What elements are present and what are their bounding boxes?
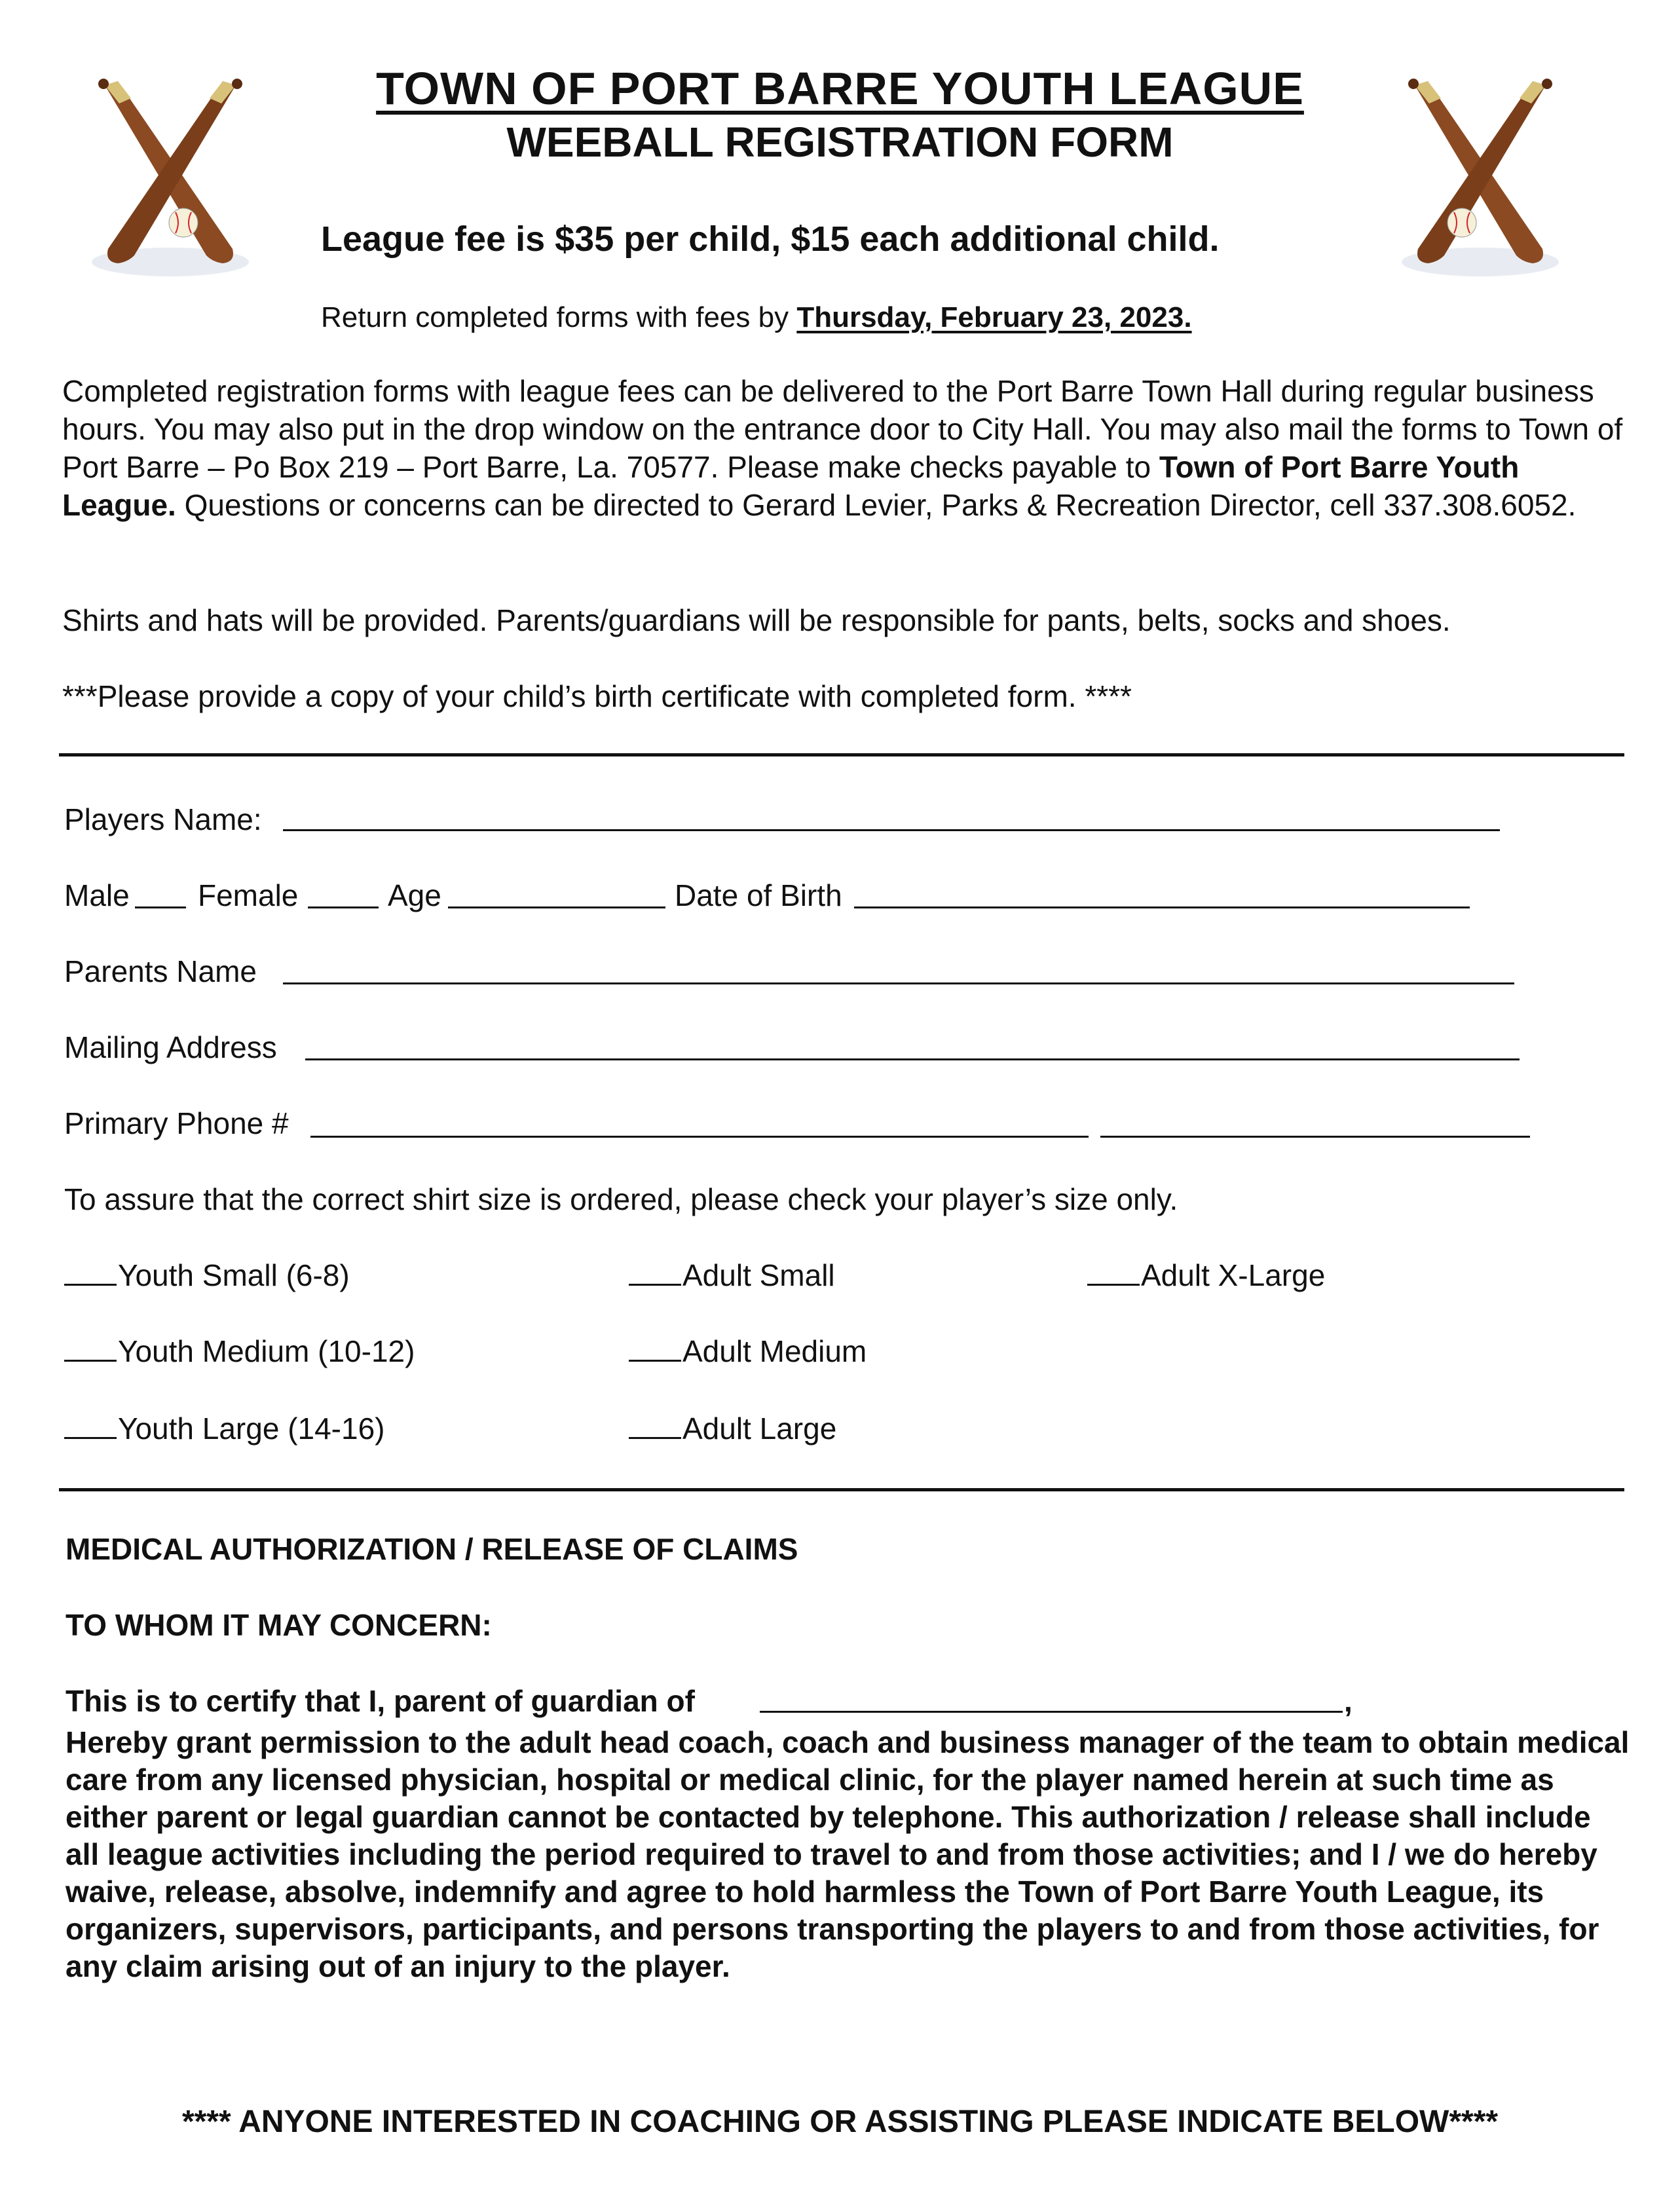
secondary-phone-field[interactable]	[1100, 1136, 1530, 1138]
parents-name-label: Parents Name	[64, 954, 257, 988]
size-youth-large[interactable]: Youth Large (14-16)	[64, 1411, 385, 1446]
dob-field[interactable]	[854, 906, 1470, 908]
male-field[interactable]	[135, 906, 186, 908]
female-label: Female	[198, 878, 299, 912]
parents-name-field[interactable]	[283, 982, 1514, 984]
page-title: TOWN OF PORT BARRE YOUTH LEAGUE	[376, 63, 1304, 114]
shirt-size-note: To assure that the correct shirt size is ordered, please check your player’s size only.	[64, 1182, 1178, 1216]
size-adult-xlarge[interactable]: Adult X-Large	[1087, 1258, 1325, 1293]
male-label: Male	[64, 878, 130, 912]
salutation: TO WHOM IT MAY CONCERN:	[65, 1608, 492, 1642]
child-name-field[interactable]	[760, 1711, 1343, 1713]
mailing-address-field[interactable]	[305, 1058, 1520, 1060]
primary-phone-field[interactable]	[310, 1136, 1089, 1138]
certify-line: This is to certify that I, parent of guardian of	[65, 1684, 695, 1718]
players-name-label: Players Name:	[64, 802, 262, 836]
birth-certificate-note: ***Please provide a copy of your child’s birth certificate with completed form. ****	[62, 679, 1132, 713]
mailing-address-label: Mailing Address	[64, 1030, 277, 1064]
primary-phone-label: Primary Phone #	[64, 1106, 289, 1140]
age-field[interactable]	[448, 906, 665, 908]
form-subtitle: WEEBALL REGISTRATION FORM	[506, 119, 1174, 166]
coaching-interest-banner: **** ANYONE INTERESTED IN COACHING OR ASSISTING PLEASE INDICATE BELOW****	[181, 2104, 1499, 2139]
size-youth-medium[interactable]: Youth Medium (10-12)	[64, 1334, 415, 1369]
players-name-field[interactable]	[283, 829, 1500, 831]
female-field[interactable]	[308, 906, 379, 908]
medical-heading: MEDICAL AUTHORIZATION / RELEASE OF CLAIMS	[65, 1532, 798, 1566]
comma: ,	[1344, 1684, 1353, 1718]
return-deadline: Return completed forms with fees by Thursday, February 23, 2023.	[321, 301, 1192, 333]
size-adult-medium[interactable]: Adult Medium	[629, 1334, 867, 1369]
return-date: Thursday, February 23, 2023.	[796, 301, 1192, 333]
age-label: Age	[388, 878, 441, 912]
release-body: Hereby grant permission to the adult head coach, coach and business manager of the team to obtain medical care from any licensed physician, hospital or medical clinic, for the player named herein at such time as either parent or legal guardian cannot be contacted by telephone. This authorization / release shall include all league activities including the period required to travel to and from those activities; and I / we do hereby waive, release, absolve, indemnify and agree to hold harmless the Town of Port Barre Youth League, its organizers, supervisors, participants, and persons transporting the players to and from those activities, for any claim arising out of an injury to the player.	[65, 1725, 1630, 1983]
size-adult-large[interactable]: Adult Large	[629, 1411, 836, 1446]
section-divider	[59, 753, 1624, 756]
fee-line: League fee is $35 per child, $15 each additional child.	[321, 219, 1220, 259]
size-youth-small[interactable]: Youth Small (6-8)	[64, 1258, 350, 1293]
size-adult-small[interactable]: Adult Small	[629, 1258, 835, 1293]
section-divider	[59, 1488, 1624, 1491]
dob-label: Date of Birth	[675, 878, 842, 912]
uniform-note: Shirts and hats will be provided. Parents/guardians will be responsible for pants, belts, socks and shoes.	[62, 603, 1451, 637]
delivery-instructions: Completed registration forms with league fees can be delivered to the Port Barre Town Hall during regular business hours. You may also put in the drop window on the entrance door to City Hall. You may also mail the forms to Town of Port Barre – Po Box 219 – Port Barre, La. 70577. Please make checks payable to Town of Port Barre Youth League. Questions or concerns can be directed to Gerard Levier, Parks & Recreation Director, cell 337.308.6052.	[62, 374, 1623, 522]
